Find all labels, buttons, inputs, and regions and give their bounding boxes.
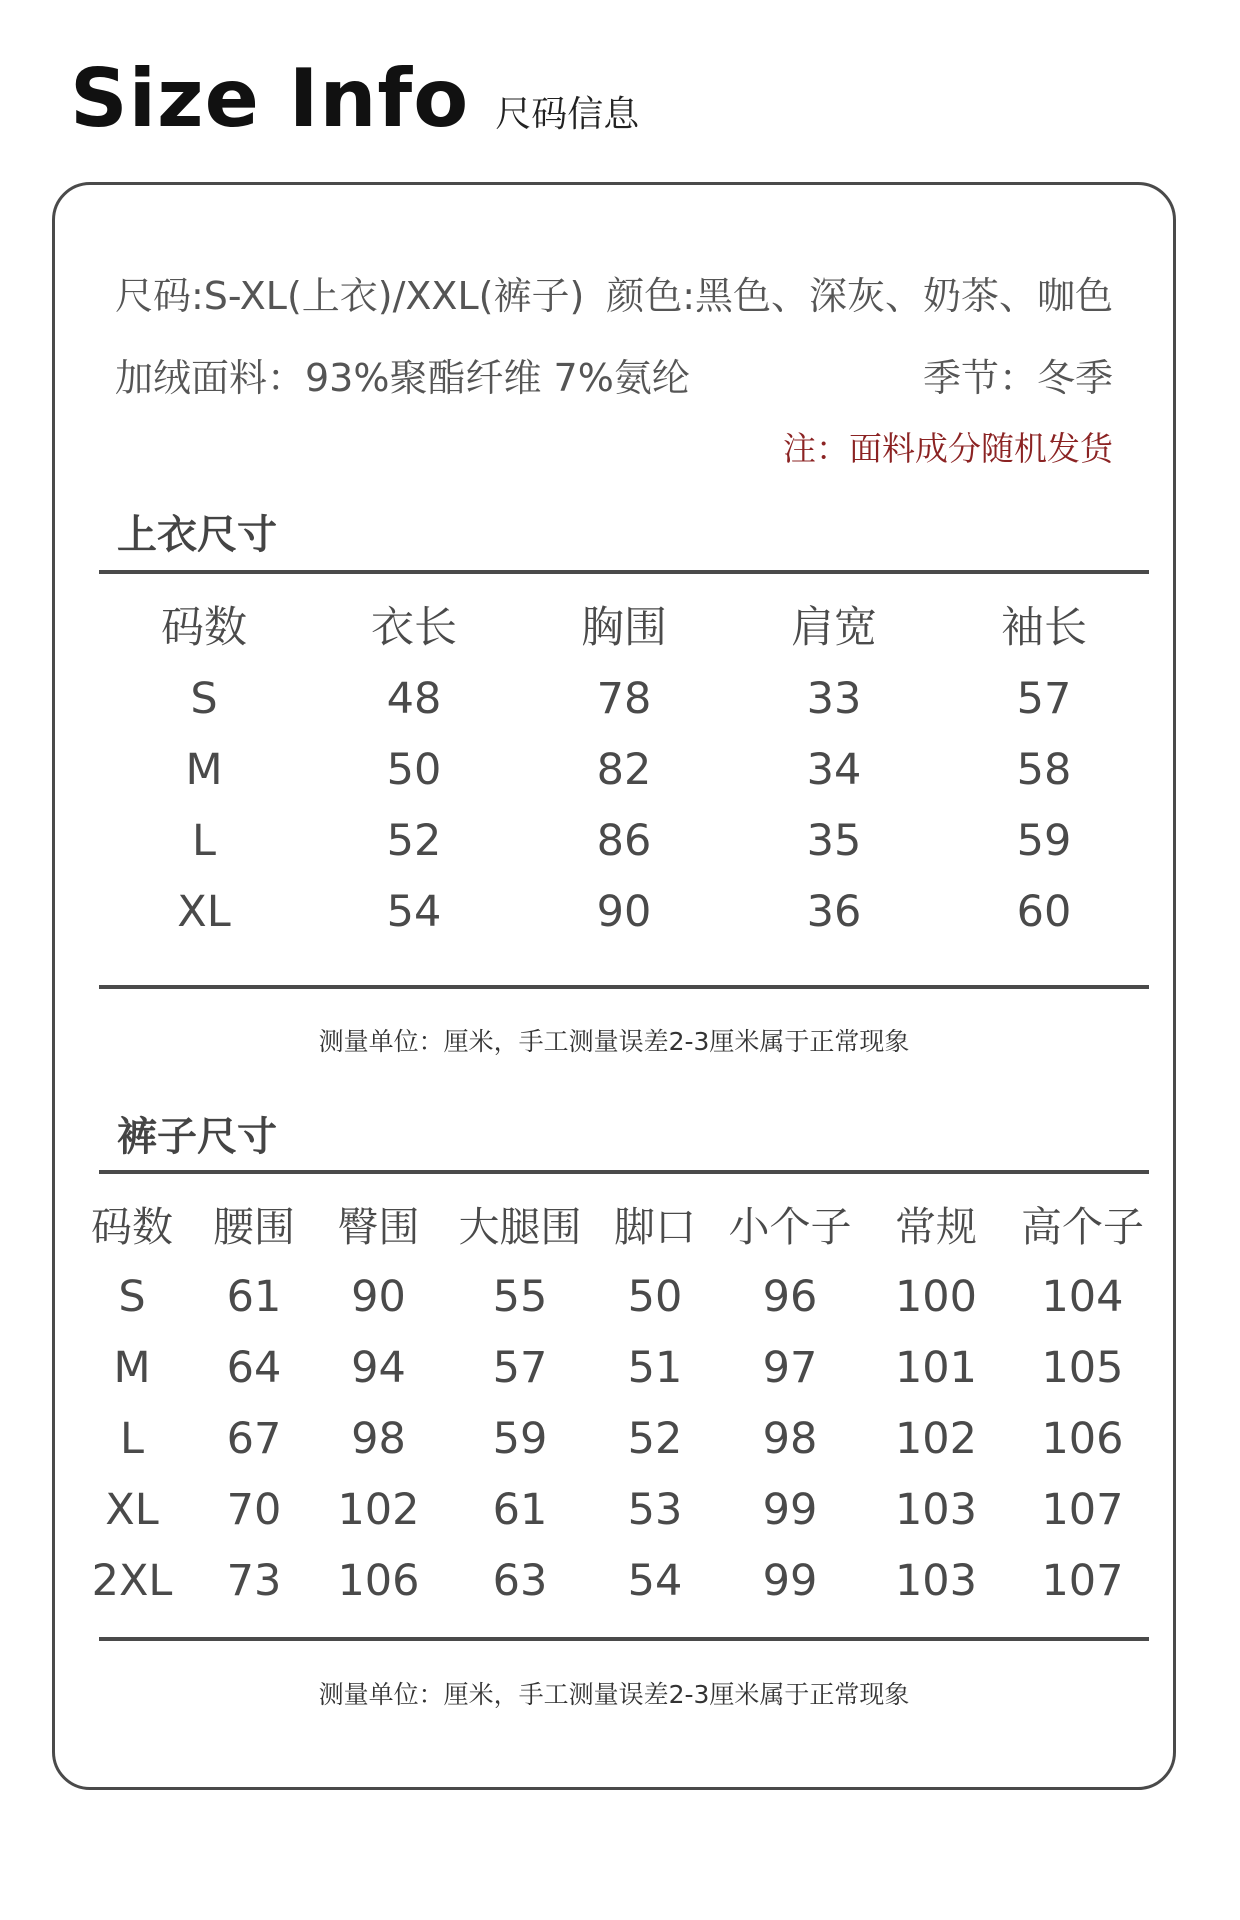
header-cell: 小个子 bbox=[728, 1202, 852, 1251]
table-cell: 59 bbox=[1016, 815, 1072, 866]
table-row bbox=[71, 1261, 1161, 1332]
header-cell: 常规 bbox=[895, 1202, 977, 1251]
header-cell: 臀围 bbox=[337, 1202, 420, 1251]
table-cell: 107 bbox=[1041, 1555, 1124, 1606]
table-cell: 98 bbox=[351, 1413, 406, 1464]
table-cell: M bbox=[185, 744, 223, 795]
header-cell: 码数 bbox=[91, 1202, 173, 1251]
table-cell: 54 bbox=[386, 886, 442, 937]
table-cell: 50 bbox=[386, 744, 442, 795]
table-cell: 34 bbox=[806, 744, 862, 795]
table-cell: 82 bbox=[596, 744, 652, 795]
pants-size-table bbox=[71, 1185, 1161, 1616]
table-cell: 70 bbox=[226, 1484, 282, 1535]
table-cell: 54 bbox=[627, 1555, 683, 1606]
size-range-text: 尺码:S-XL(上衣)/XXL(裤子) bbox=[115, 274, 585, 318]
table-cell: 52 bbox=[386, 815, 442, 866]
table-cell: 102 bbox=[894, 1413, 978, 1464]
header-cell: 肩宽 bbox=[791, 602, 877, 653]
table-row bbox=[71, 1332, 1161, 1403]
table-cell: 55 bbox=[492, 1271, 548, 1322]
colors-text: 颜色:黑色、深灰、奶茶、咖色 bbox=[606, 274, 1113, 318]
table-cell: 48 bbox=[386, 673, 442, 724]
top-size-table bbox=[99, 585, 1149, 947]
page-subtitle: 尺码信息 bbox=[495, 94, 640, 135]
table-cell: 104 bbox=[1041, 1271, 1124, 1322]
pants-section-title: 裤子尺寸 bbox=[117, 1114, 277, 1160]
fabric-note: 注：面料成分随机发货 bbox=[783, 429, 1113, 468]
table-row bbox=[99, 734, 1149, 805]
table-cell: 53 bbox=[627, 1484, 683, 1535]
top-section-rule-upper bbox=[99, 570, 1149, 574]
header-cell: 衣长 bbox=[371, 602, 457, 653]
table-cell: 61 bbox=[492, 1484, 548, 1535]
header-cell: 大腿围 bbox=[458, 1202, 582, 1251]
table-cell: XL bbox=[177, 886, 231, 937]
header-cell: 脚口 bbox=[614, 1202, 696, 1251]
table-cell: L bbox=[120, 1413, 144, 1464]
size-info-card bbox=[52, 182, 1176, 1790]
table-cell: 97 bbox=[762, 1342, 818, 1393]
page-title: Size Info bbox=[70, 52, 470, 145]
table-cell: 99 bbox=[762, 1484, 818, 1535]
table-cell: 101 bbox=[894, 1342, 978, 1393]
table-cell: M bbox=[113, 1342, 151, 1393]
table-cell: 106 bbox=[1041, 1413, 1124, 1464]
top-measurement-footnote: 测量单位：厘米，手工测量误差2-3厘米属于正常现象 bbox=[318, 1027, 910, 1056]
table-cell: 59 bbox=[492, 1413, 548, 1464]
season-text: 季节：冬季 bbox=[922, 356, 1113, 400]
table-cell: L bbox=[192, 815, 216, 866]
table-cell: 67 bbox=[226, 1413, 282, 1464]
fabric-text: 加绒面料：93%聚酯纤维 7%氨纶 bbox=[115, 356, 690, 400]
header-cell: 高个子 bbox=[1021, 1202, 1144, 1251]
table-cell: 50 bbox=[627, 1271, 683, 1322]
table-cell: 57 bbox=[1016, 673, 1072, 724]
table-cell: 96 bbox=[762, 1271, 818, 1322]
table-row bbox=[71, 1545, 1161, 1616]
table-cell: 2XL bbox=[91, 1555, 173, 1606]
table-row bbox=[71, 1474, 1161, 1545]
table-row bbox=[99, 663, 1149, 734]
table-cell: S bbox=[118, 1271, 146, 1322]
table-cell: 35 bbox=[806, 815, 862, 866]
header-cell: 码数 bbox=[161, 602, 247, 653]
table-cell: 86 bbox=[596, 815, 652, 866]
table-cell: 36 bbox=[806, 886, 862, 937]
table-cell: 73 bbox=[226, 1555, 282, 1606]
table-cell: 33 bbox=[806, 673, 862, 724]
table-cell: 94 bbox=[351, 1342, 406, 1393]
table-cell: 52 bbox=[627, 1413, 683, 1464]
header-cell: 袖长 bbox=[1001, 602, 1087, 653]
table-cell: 90 bbox=[596, 886, 652, 937]
table-row bbox=[99, 876, 1149, 947]
table-header-row bbox=[71, 1185, 1161, 1261]
info-row-2 bbox=[115, 347, 1113, 402]
pants-section-rule-upper bbox=[99, 1170, 1149, 1174]
table-cell: 57 bbox=[492, 1342, 548, 1393]
table-cell: 98 bbox=[762, 1413, 818, 1464]
table-cell: 61 bbox=[226, 1271, 282, 1322]
table-cell: 103 bbox=[894, 1555, 978, 1606]
table-cell: 64 bbox=[226, 1342, 282, 1393]
table-cell: XL bbox=[105, 1484, 159, 1535]
table-cell: 102 bbox=[337, 1484, 420, 1535]
top-section-title: 上衣尺寸 bbox=[117, 512, 277, 558]
table-cell: 103 bbox=[894, 1484, 978, 1535]
table-row bbox=[71, 1403, 1161, 1474]
table-cell: 99 bbox=[762, 1555, 818, 1606]
header-cell: 腰围 bbox=[213, 1202, 295, 1251]
page-header bbox=[70, 52, 639, 145]
table-cell: 100 bbox=[894, 1271, 978, 1322]
table-row bbox=[99, 805, 1149, 876]
table-cell: 58 bbox=[1016, 744, 1072, 795]
table-cell: 105 bbox=[1041, 1342, 1124, 1393]
table-header-row bbox=[99, 585, 1149, 663]
table-cell: 78 bbox=[596, 673, 652, 724]
pants-section-rule-lower bbox=[99, 1637, 1149, 1641]
table-cell: 106 bbox=[337, 1555, 420, 1606]
table-cell: 107 bbox=[1041, 1484, 1124, 1535]
table-cell: 63 bbox=[492, 1555, 548, 1606]
info-row-1 bbox=[115, 265, 1113, 320]
top-section-rule-lower bbox=[99, 985, 1149, 989]
table-cell: 60 bbox=[1016, 886, 1072, 937]
table-cell: 51 bbox=[627, 1342, 683, 1393]
table-cell: 90 bbox=[351, 1271, 406, 1322]
header-cell: 胸围 bbox=[581, 602, 667, 653]
pants-measurement-footnote: 测量单位：厘米，手工测量误差2-3厘米属于正常现象 bbox=[318, 1680, 910, 1709]
table-cell: S bbox=[190, 673, 218, 724]
